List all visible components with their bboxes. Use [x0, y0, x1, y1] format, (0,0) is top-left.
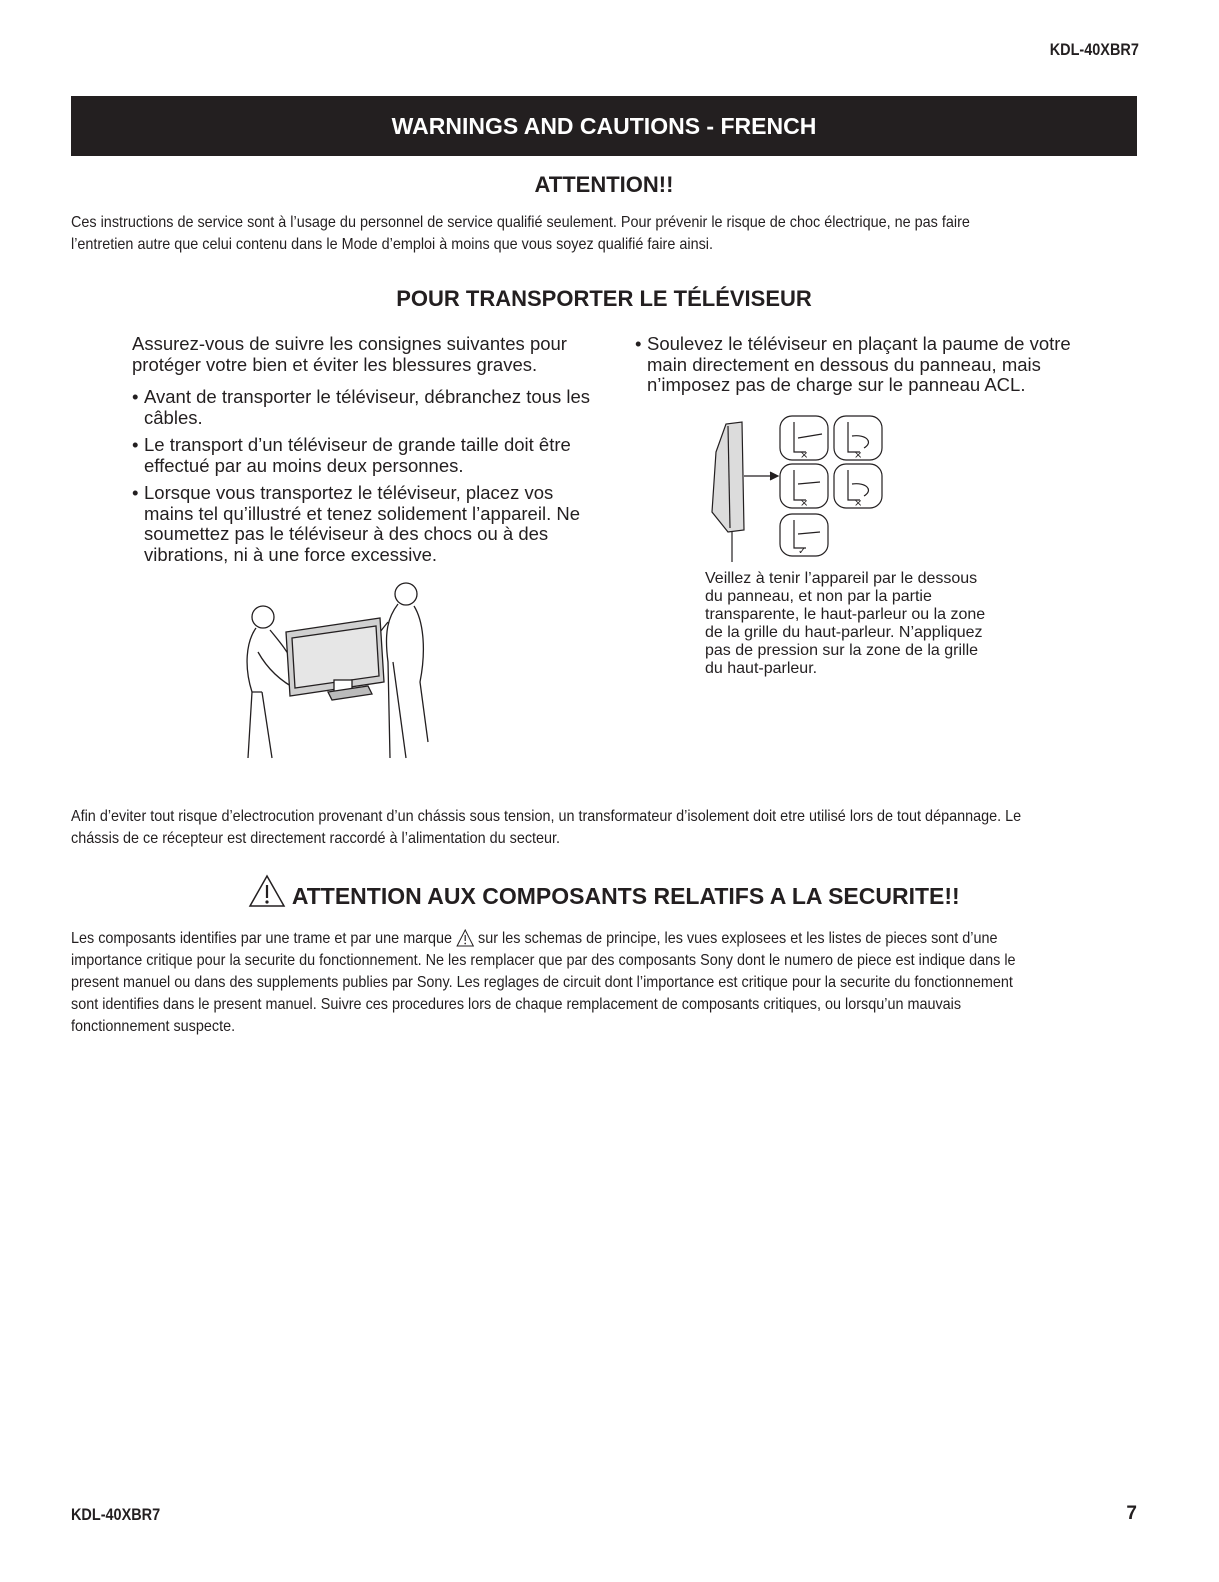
isolation-paragraph [71, 806, 1133, 850]
section-banner: WARNINGS AND CAUTIONS - FRENCH [71, 96, 1137, 156]
warning-triangle-icon [248, 874, 286, 908]
transport-bullet: • Avant de transporter le téléviseur, débranchez tous les câbles. [132, 386, 590, 428]
isolation-line: Afin d’eviter tout risque d’electrocution provenant d’un chássis sous tension, un transformateur d’isolement doit etre utilisé lors de tout dépannage. Le [71, 808, 1022, 825]
svg-text:×: × [854, 498, 863, 509]
safety-paragraph [71, 928, 1133, 1038]
warning-mark-icon [456, 929, 474, 947]
svg-text:×: × [800, 498, 809, 509]
attention-line: Ces instructions de service sont à l’usage du personnel de service qualifié seulement. Pour prévenir le risque de choc électrique, ne pas faire [71, 214, 970, 231]
attention-line: l’entretien autre que celui contenu dans le Mode d’emploi à moins que vous soyez qualifié faire ainsi. [71, 236, 713, 253]
transport-bullet-right: • Soulevez le téléviseur en plaçant la paume de votre main directement en dessous du panneau, mais n’imposez pas de charge sur le panneau ACL. [635, 333, 1071, 395]
transport-heading: POUR TRANSPORTER LE TÉLÉVISEUR [396, 286, 812, 311]
transport-right-column [635, 334, 1075, 396]
svg-text:✓: ✓ [798, 546, 807, 557]
page-number: 7 [1126, 1503, 1137, 1524]
safety-line: importance critique pour la securite du fonctionnement. Ne les remplacer que par des composants Sony dont le numero de piece est indique dans le [71, 952, 1016, 969]
transport-bullet: • Le transport d’un téléviseur de grande taille doit être effectué par au moins deux personnes. [132, 434, 571, 476]
safety-line: Les composants identifies par une trame et par une marque sur les schemas de principe, les vues explosees et les listes de pieces sont d’une [71, 930, 998, 947]
svg-text:×: × [800, 450, 809, 461]
safety-line: fonctionnement suspecte. [71, 1018, 236, 1035]
hand-placement-caption: Veillez à tenir l’appareil par le dessous du panneau, et non par la partie transparente, le haut-parleur ou la zone de la grille du haut-parleur. N’appliquez pas de pression sur la zone de la grille du haut-parleur. [705, 570, 986, 677]
safety-heading-text: ATTENTION AUX COMPOSANTS RELATIFS A LA SECURITE!! [291, 883, 960, 909]
safety-heading [71, 874, 1137, 910]
transport-left-column [132, 334, 592, 565]
two-people-carrying-tv-illustration [238, 572, 438, 762]
svg-text:×: × [854, 450, 863, 461]
transport-intro: Assurez-vous de suivre les consignes suivantes pour protéger votre bien et éviter les blessures graves. [132, 333, 567, 375]
attention-heading: ATTENTION!! [534, 172, 674, 197]
safety-line: present manuel ou dans des supplements publies par Sony. Les reglages de circuit dont l’importance est critique pour la securite du fonctionnement [71, 974, 1013, 991]
transport-bullet: • Lorsque vous transportez le téléviseur, placez vos mains tel qu’illustré et tenez solidement l’appareil. Ne soumettez pas le téléviseur à des chocs ou à des vibrations, ni à une force excessive. [132, 482, 580, 565]
footer-model-number: KDL-40XBR7 [71, 1505, 161, 1524]
safety-line: sont identifies dans le present manuel. Suivre ces procedures lors de chaque remplacement de composants critiques, ou lorsqu’un mauvais [71, 996, 962, 1013]
hand-placement-diagram [702, 412, 892, 562]
isolation-line: chássis de ce récepteur est directement raccordé à l’alimentation du secteur. [71, 830, 561, 847]
attention-paragraph [71, 212, 1133, 256]
header-model-number: KDL-40XBR7 [1049, 40, 1139, 59]
